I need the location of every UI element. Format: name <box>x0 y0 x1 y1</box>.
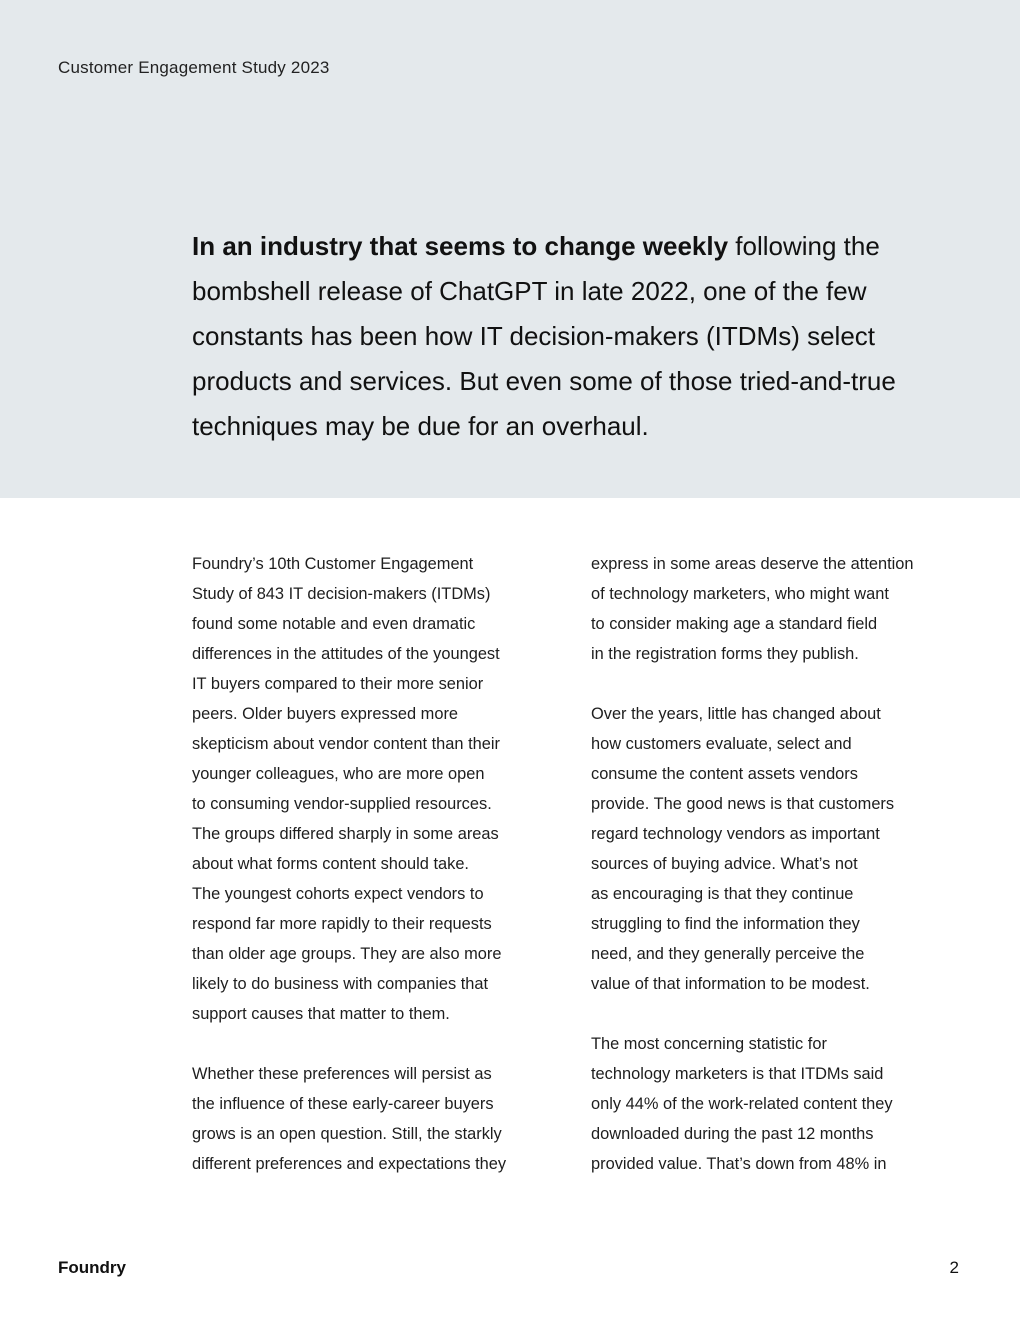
body-paragraph: The most concerning statistic for technology marketers is that ITDMs said only 44% of the work-related content they downloaded during the past 12 months provided value. That’s down from 48% in <box>591 1035 893 1173</box>
body-paragraph: Over the years, little has changed about how customers evaluate, select and consume the content assets vendors provide. The good news is that customers regard technology vendors as important sources of buying advice. What’s not as encouraging is that they continue struggling to find the information they need, and they generally perceive the value of that information to be modest. <box>591 705 895 993</box>
body-column-left <box>192 549 572 1209</box>
document-title: Customer Engagement Study 2023 <box>58 58 330 77</box>
page-number: 2 <box>949 1258 959 1277</box>
intro-text: following the bombshell release of ChatGPT in late 2022, one of the few constants has been how IT decision-makers (ITDMs) select products and services. But even some of those tried-and-true techniques may be due for an overhaul. <box>192 231 896 441</box>
intro-lead-bold: In an industry that seems to change weekly <box>192 231 729 261</box>
intro-paragraph <box>192 224 912 449</box>
body-column-right <box>591 549 976 1209</box>
foundry-logo: Foundry <box>58 1258 126 1277</box>
body-paragraph: Whether these preferences will persist as the influence of these early-career buyers grows is an open question. Still, the starkly different preferences and expectations they <box>192 1065 507 1173</box>
body-paragraph: express in some areas deserve the attention of technology marketers, who might want to consider making age a standard field in the registration forms they publish. <box>591 555 914 663</box>
body-paragraph: Foundry’s 10th Customer Engagement Study of 843 IT decision-makers (ITDMs) found some notable and even dramatic differences in the attitudes of the youngest IT buyers compared to their more senior peers. Older buyers expressed more skepticism about vendor content than their younger colleagues, who are more open to consuming vendor-supplied resources. The groups differed sharply in some areas about what forms content should take. The youngest cohorts expect vendors to respond far more rapidly to their requests than older age groups. They are also more likely to do business with companies that support causes that matter to them. <box>192 555 502 1023</box>
